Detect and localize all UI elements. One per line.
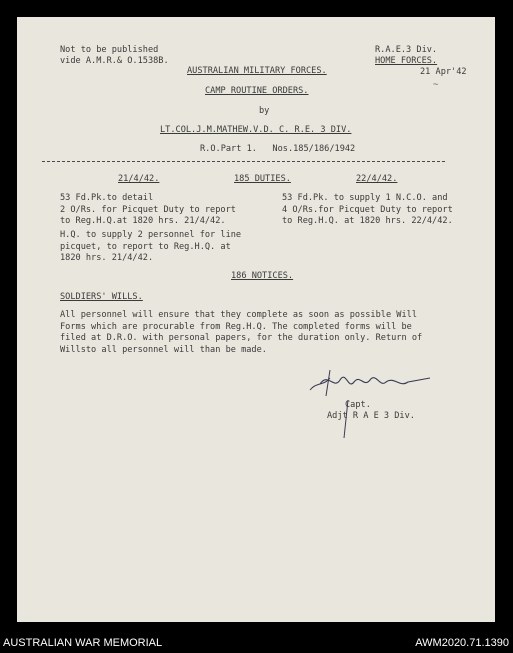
title-officer: LT.COL.J.M.MATHEW.V.D. C. R.E. 3 DIV. bbox=[160, 125, 352, 135]
duties-hq-text: H.Q. to supply 2 personnel for line picquet, to report to Reg.H.Q. at 1820 hrs. 21/4/42. bbox=[60, 230, 242, 264]
signature-title: Adjt R A E 3 Div. bbox=[327, 411, 415, 421]
header-restriction-line1: Not to be published bbox=[60, 45, 159, 55]
separator-line bbox=[42, 161, 445, 162]
notices-subheading: SOLDIERS' WILLS. bbox=[60, 292, 143, 302]
signature-rank: Capt. bbox=[345, 400, 371, 410]
notices-body: All personnel will ensure that they complete as soon as possible Will Forms which are procurable from Reg.H.Q. The completed forms will be filed at D.R.O. with personal papers, for the duration only. Return of Willsto all personnel will than be made. bbox=[60, 310, 423, 355]
duties-left-text: 53 Fd.Pk.to detail 2 O/Rs. for Picquet Duty to report to Reg.H.Q.at 1820 hrs. 21/4/42. bbox=[60, 193, 236, 227]
title-organisation: AUSTRALIAN MILITARY FORCES. bbox=[187, 66, 327, 76]
footer-accession: AWM2020.71.1390 bbox=[415, 637, 509, 649]
title-part: R.O.Part 1. Nos.185/186/1942 bbox=[200, 144, 356, 154]
duties-left-date: 21/4/42. bbox=[118, 174, 160, 184]
duties-heading: 185 DUTIES. bbox=[234, 174, 291, 184]
header-restriction-line2: vide A.M.R.& O.1538B. bbox=[60, 56, 169, 66]
duties-right-text: 53 Fd.Pk. to supply 1 N.C.O. and 4 O/Rs.for Picquet Duty to report to Reg.H.Q. at 1820 hrs. 22/4/42. bbox=[282, 193, 453, 227]
notices-heading: 186 NOTICES. bbox=[231, 271, 294, 281]
header-unit: R.A.E.3 Div. bbox=[375, 45, 438, 55]
duties-right-date: 22/4/42. bbox=[356, 174, 398, 184]
header-forces: HOME FORCES. bbox=[375, 56, 438, 66]
title-by: by bbox=[259, 106, 270, 116]
ink-mark: ~ bbox=[433, 80, 439, 90]
header-date: 21 Apr'42 bbox=[420, 67, 467, 77]
footer-source: AUSTRALIAN WAR MEMORIAL bbox=[3, 637, 163, 649]
title-orders: CAMP ROUTINE ORDERS. bbox=[205, 86, 309, 96]
